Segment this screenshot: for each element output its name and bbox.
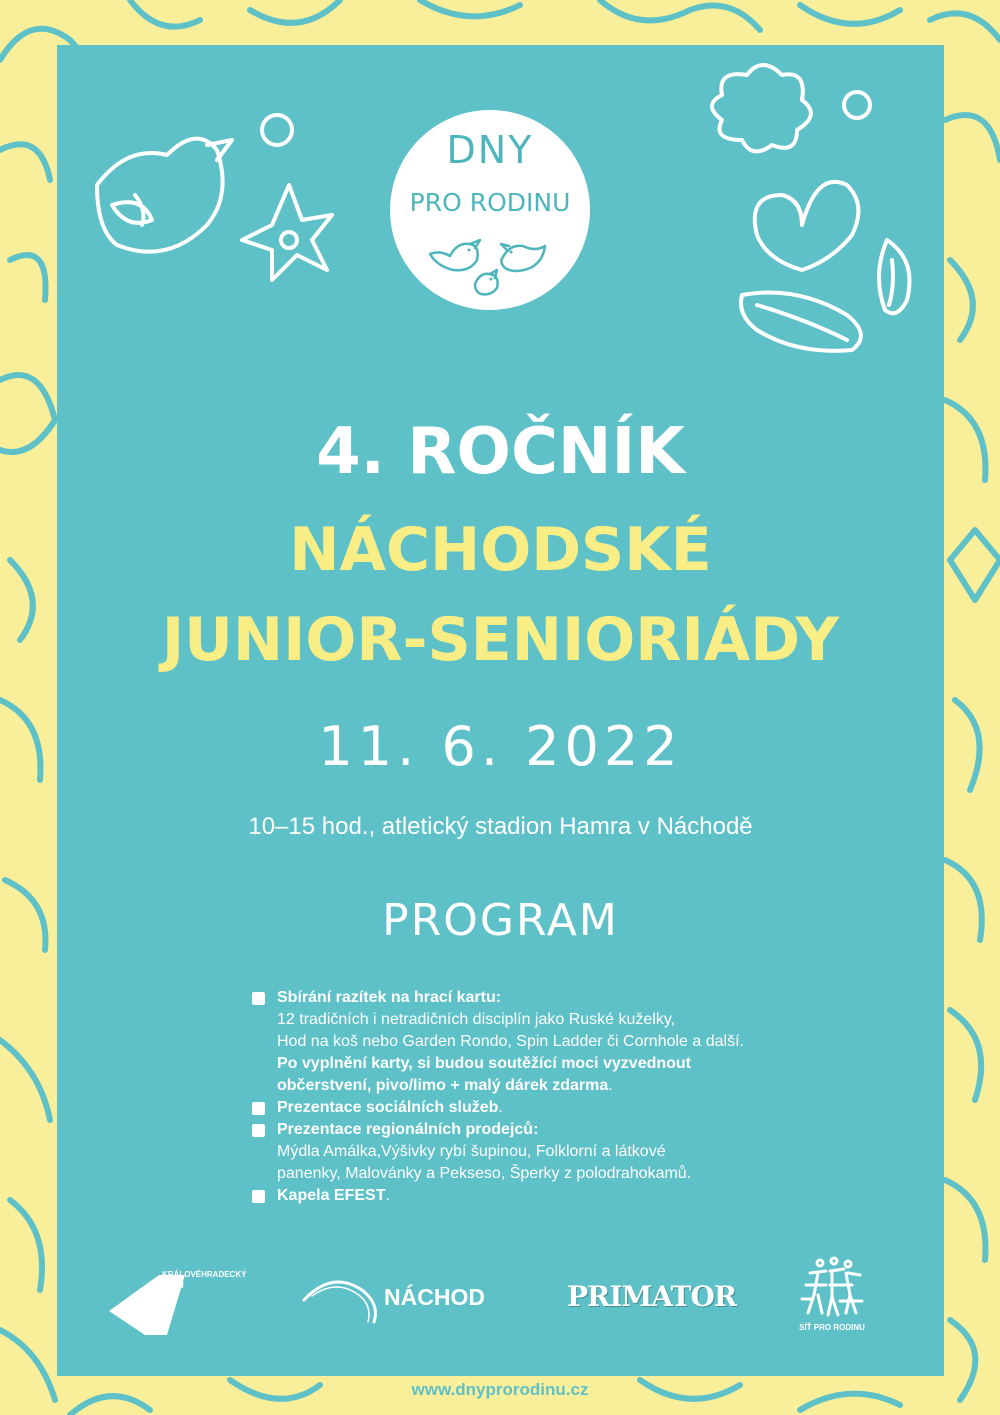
item-line: panenky, Malovánky a Pekseso, Šperky z polodrahokamů.: [277, 1165, 692, 1182]
program-list: [252, 987, 812, 1207]
bullet-icon: [252, 1102, 265, 1115]
heart-doodle-icon: [755, 182, 859, 270]
family-figures-icon: [782, 1255, 882, 1321]
nachod-text: NÁCHOD: [384, 1284, 485, 1310]
main-panel: [57, 45, 944, 1376]
primator-text: PRIMATOR: [567, 1280, 737, 1313]
bullet-icon: [252, 1124, 265, 1137]
three-birds-icon: [425, 232, 555, 300]
item-line: Hod na koš nebo Garden Rondo, Spin Ladder či Cornhole a další.: [277, 1033, 744, 1050]
kraj-line2: KRAJ: [162, 1281, 184, 1290]
item-title: Prezentace regionálních prodejců:: [277, 1121, 539, 1138]
edition-heading: 4. ROČNÍK: [316, 415, 685, 489]
event-date: 11. 6. 2022: [318, 715, 683, 778]
item-suffix: .: [385, 1187, 390, 1204]
bird-doodle-icon: [97, 139, 232, 252]
event-name-line1: NÁCHODSKÉ: [289, 515, 712, 585]
circle-doodle-icon: [844, 92, 870, 118]
bullet-icon: [252, 992, 265, 1005]
kralovehradecky-kraj-logo: [107, 1265, 257, 1340]
list-item: [252, 987, 812, 1097]
kraj-line1: KRÁLOVÉHRADECKÝ: [162, 1270, 247, 1279]
list-item: [252, 1185, 812, 1207]
nachod-logo: [302, 1270, 502, 1330]
bullet-icon: [252, 1190, 265, 1203]
sit-pro-rodinu-logo: [782, 1255, 882, 1345]
circle-doodle-icon: [262, 115, 292, 145]
item-title: Sbírání razítek na hrací kartu:: [277, 989, 502, 1006]
dny-pro-rodinu-badge: [390, 110, 590, 310]
item-title: Prezentace sociálních služeb: [277, 1099, 499, 1116]
program-heading: PROGRAM: [382, 895, 619, 946]
item-bold-line: Po vyplnění karty, si budou soutěžící moci vyzvednout: [277, 1055, 692, 1072]
event-name-line2: JUNIOR-SENIORIÁDY: [161, 605, 840, 675]
event-time-place: 10–15 hod., atletický stadion Hamra v Náchodě: [248, 813, 753, 840]
item-suffix: .: [498, 1099, 503, 1116]
item-bold-line: občerstvení, pivo/limo + malý dárek zdarma: [277, 1077, 609, 1094]
website-link[interactable]: www.dnyprorodinu.cz: [411, 1380, 589, 1399]
badge-subtitle: PRO RODINU: [409, 188, 571, 217]
badge-title: DNY: [446, 128, 534, 172]
list-item: [252, 1119, 812, 1185]
item-line: 12 tradičních i netradičních disciplín jako Ruské kuželky,: [277, 1011, 676, 1028]
cloud-flower-doodle-icon: [712, 65, 811, 151]
item-suffix: .: [608, 1077, 613, 1094]
primator-logo: [567, 1277, 737, 1323]
list-item: [252, 1097, 812, 1119]
sit-text: SÍŤ PRO RODINU: [799, 1323, 865, 1332]
item-title: Kapela EFEST: [277, 1187, 386, 1204]
item-line: Mýdla Amálka,Výšivky rybí šupinou, Folklorní a látkové: [277, 1143, 666, 1160]
